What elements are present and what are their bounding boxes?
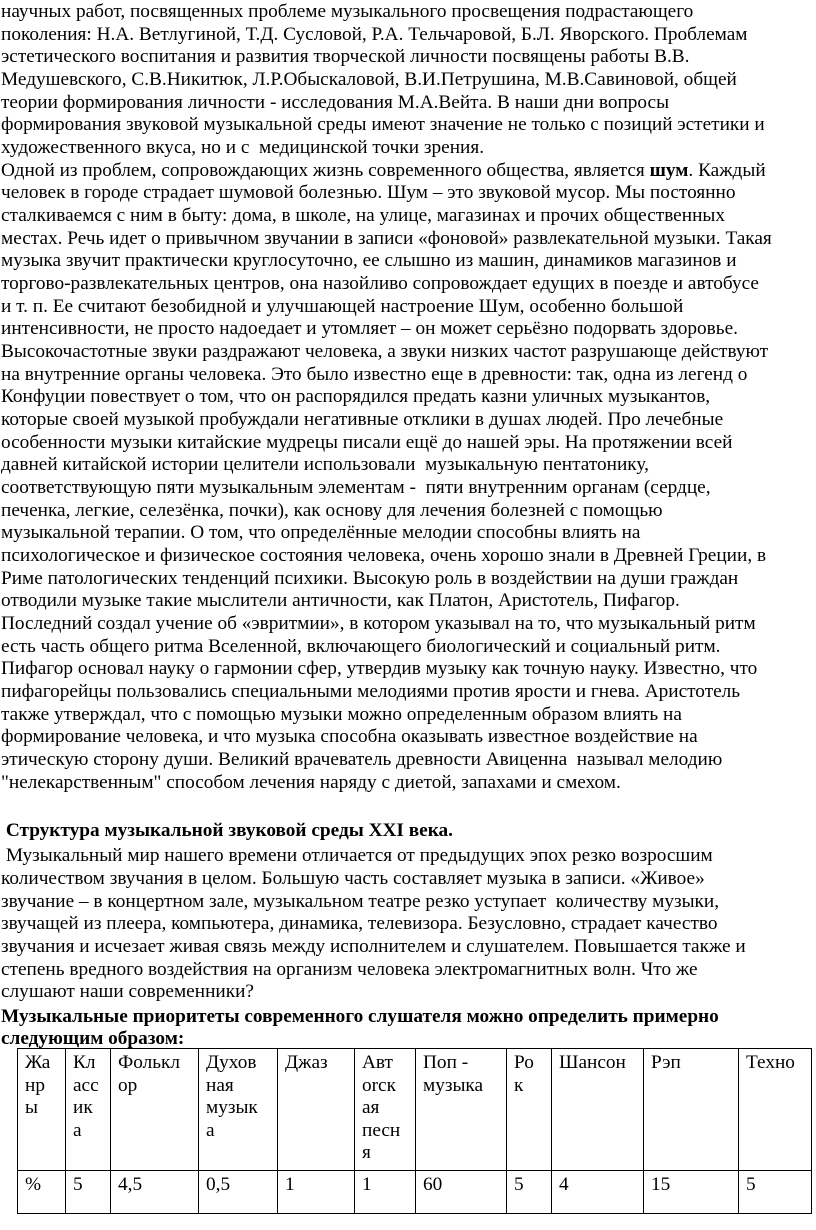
text-line: теории формирования личности - исследования М.А.Вейта. В наши дни вопросы (1, 92, 670, 113)
value-cell: 5 (66, 1171, 111, 1214)
text-line: формирования звуковой музыкальной среды имеют значение не только с позиций эстетики и (1, 114, 765, 135)
header-cell: Духов ная музык а (199, 1049, 278, 1171)
value-cell: 4,5 (111, 1171, 199, 1214)
text-line: Пифагор основал науку о гармонии сфер, утвердив музыку как точную науку. Известно, что (1, 658, 758, 679)
section-heading: Музыкальные приоритеты современного слушателя можно определить примерно (1, 1006, 719, 1027)
text-line: соответствующую пяти музыкальным элементам - пяти внутренним органам (сердце, (1, 477, 711, 498)
text-line (1, 160, 766, 183)
text-line: которые своей музыкой пробуждали негативные отклики в душах людей. Про лечебные (1, 409, 724, 430)
value-cell: 1 (355, 1171, 416, 1214)
text-line: Музыкальный мир нашего времени отличается от предыдущих эпох резко возросшим (1, 845, 713, 866)
text-line: печенка, легкие, селезёнка, почки), как основу для лечения болезней с помощью (1, 500, 663, 521)
text-line: человек в городе страдает шумовой болезнью. Шум – это звуковой мусор. Мы постоянно (1, 182, 736, 203)
section-heading: следующим образом: (1, 1028, 185, 1049)
text-line: торгово-развлекательных центров, она назойливо сопровождает едущих в поезде и автобусе (1, 273, 759, 294)
header-cell: Фолькл ор (111, 1049, 199, 1171)
text-line: и т. п. Ее считают безобидной и улучшающей настроение Шум, особенно большой (1, 296, 684, 317)
value-cell: 5 (739, 1171, 812, 1214)
value-cell: 1 (278, 1171, 355, 1214)
text-line: степень вредного воздействия на организм человека электромагнитных волн. Что же (1, 959, 698, 980)
text-line: "нелекарственным" способом лечения наряду с диетой, запахами и смехом. (1, 772, 621, 793)
value-cell: 15 (644, 1171, 739, 1214)
text-line: интенсивности, не просто надоедает и утомляет – он может серьёзно подорвать здоровье. (1, 318, 738, 339)
text-line: Медушевского, С.В.Никитюк, Л.Р.Обыскаловой, В.И.Петрушина, М.В.Савиновой, общей (1, 69, 737, 90)
text-line: звучание – в концертном зале, музыкальном театре резко уступает количеству музыки, (1, 891, 720, 912)
text-line: формирование человека, и что музыка способна оказывать известное воздействие на (1, 726, 698, 747)
text-line: эстетического воспитания и развития творческой личности посвящены работы В.В. (1, 46, 690, 67)
header-cell: Поп - музыка (416, 1049, 507, 1171)
header-cell: Шансон (552, 1049, 644, 1171)
header-cell: Жа нр ы (18, 1049, 66, 1171)
text-line: количеством звучания в целом. Большую часть составляет музыка в записи. «Живое» (1, 868, 705, 889)
text-line: пифагорейцы пользовались специальными мелодиями против ярости и гнева. Аристотель (1, 681, 741, 702)
text-line: психологическое и физическое состояния человека, очень хорошо знали в Древней Греции, в (1, 545, 767, 566)
text-line: отводили музыке такие мыслители античности, как Платон, Аристотель, Пифагор. (1, 590, 680, 611)
table-row (18, 1171, 812, 1214)
text-run: . Каждый (688, 160, 766, 181)
value-cell: % (18, 1171, 66, 1214)
text-run: Одной из проблем, сопровождающих жизнь современного общества, является (1, 160, 650, 181)
value-cell: 4 (552, 1171, 644, 1214)
music-priorities-table (17, 1048, 812, 1214)
header-cell: Техно (739, 1049, 812, 1171)
value-cell: 60 (416, 1171, 507, 1214)
text-line: Риме патологических тенденций психики. Высокую роль в воздействии на души граждан (1, 568, 739, 589)
value-cell: 5 (507, 1171, 552, 1214)
value-cell: 0,5 (199, 1171, 278, 1214)
text-line: есть часть общего ритма Вселенной, включающего биологический и социальный ритм. (1, 636, 721, 657)
text-line: давней китайской истории целители использовали музыкальную пентатонику, (1, 454, 649, 475)
text-line: Последний создал учение об «эвритмии», в котором указывал на то, что музыкальный ритм (1, 613, 756, 634)
header-cell: Джаз (278, 1049, 355, 1171)
text-line: музыкальной терапии. О том, что определённые мелодии способны влиять на (1, 522, 641, 543)
text-line: слушают наши современники? (1, 981, 254, 1002)
text-line: поколения: Н.А. Ветлугиной, Т.Д. Сусловой, Р.А. Тельчаровой, Б.Л. Яворского. Проблемам (1, 24, 748, 45)
text-line: на внутренние органы человека. Это было известно еще в древности: так, одна из легенд о (1, 364, 748, 385)
text-line: этическую сторону души. Великий врачеватель древности Авиценна называл мелодию (1, 749, 723, 770)
text-line: музыка звучит практически круглосуточно, ее слышно из машин, динамиков магазинов и (1, 250, 737, 271)
text-line: также утверждал, что с помощью музыки можно определенным образом влиять на (1, 704, 682, 725)
text-line: художественного вкуса, но и с медицинской точки зрения. (1, 137, 485, 158)
text-line: Конфуции повествует о том, что он распорядился предать казни уличных музыкантов, (1, 386, 711, 407)
text-line: сталкиваемся с ним в быту: дома, в школе, на улице, магазинах и прочих общественных (1, 205, 725, 226)
text-line: звучания и исчезает живая связь между исполнителем и слушателем. Повышается также и (1, 936, 746, 957)
text-line: особенности музыки китайские мудрецы писали ещё до нашей эры. На протяжении всей (1, 432, 733, 453)
section-heading: Структура музыкальной звуковой среды XXI века. (1, 820, 453, 841)
bold-word: шум (649, 160, 689, 181)
text-line: Высокочастотные звуки раздражают человека, а звуки низких частот разрушающе действуют (1, 341, 769, 362)
text-line: звучащей из плеера, компьютера, динамика, телевизора. Безусловно, страдает качество (1, 913, 718, 934)
header-cell: Рэп (644, 1049, 739, 1171)
header-cell: Кл асс ик а (66, 1049, 111, 1171)
header-cell: Авт orск ая песн я (355, 1049, 416, 1171)
header-cell: Ро к (507, 1049, 552, 1171)
text-line: научных работ, посвященных проблеме музыкального просвещения подрастающего (1, 1, 694, 22)
table-header-row (18, 1049, 812, 1171)
text-line: местах. Речь идет о привычном звучании в записи «фоновой» развлекательной музыки. Такая (1, 228, 772, 249)
